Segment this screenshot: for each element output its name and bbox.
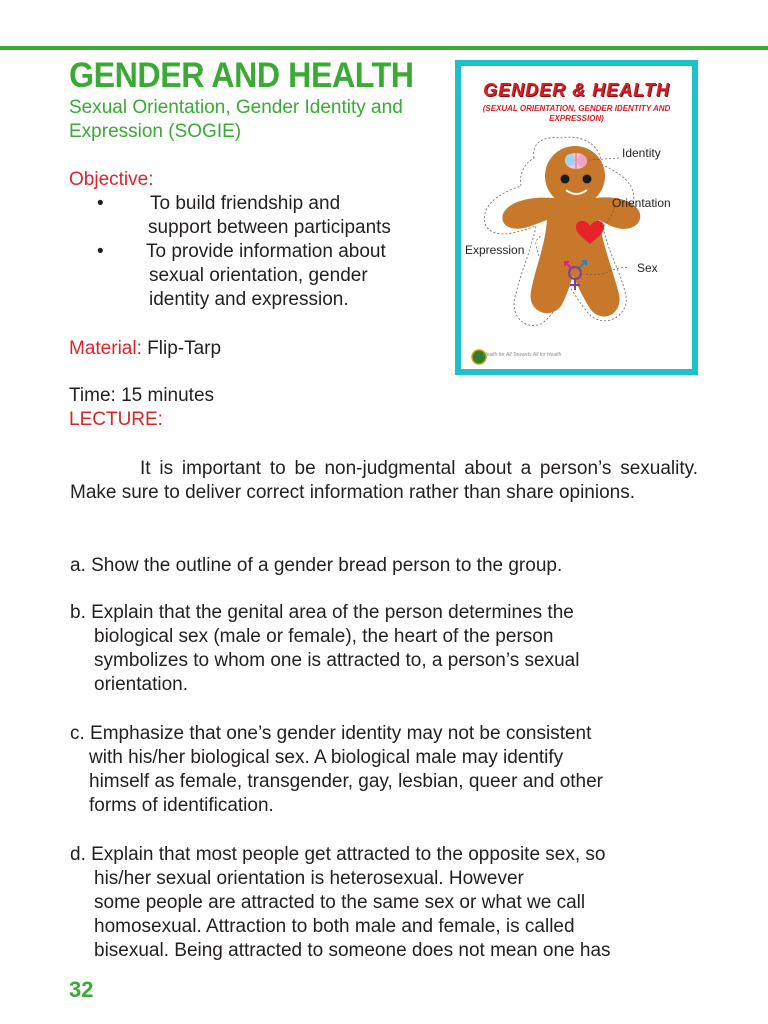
page-number: 32 xyxy=(69,977,94,1002)
objective-item-1-line2: support between participants xyxy=(148,217,391,238)
item-c xyxy=(70,722,710,818)
material-label: Material: xyxy=(69,338,142,359)
objective-item-2-line3: identity and expression. xyxy=(149,289,349,310)
item-c-line3: himself as female, transgender, gay, lesbian, queer and other xyxy=(89,771,604,792)
item-b-line1: b. Explain that the genital area of the person determines the xyxy=(70,602,574,623)
poster-label-identity: Identity xyxy=(622,146,661,160)
poster-footer: Health for All Towards All for Health xyxy=(483,352,562,358)
intro-paragraph: It is important to be non-judgmental about a person’s sexuality. Make sure to deliver correct information rather than share opinions. xyxy=(70,458,698,503)
objective-label: Objective: xyxy=(69,169,154,190)
item-d-line2: his/her sexual orientation is heterosexual. However xyxy=(94,868,524,889)
item-d-line5: bisexual. Being attracted to someone does not mean one has xyxy=(94,940,611,961)
gingerbread-body xyxy=(502,146,640,317)
item-b-line4: orientation. xyxy=(94,674,189,695)
item-c-line2: with his/her biological sex. A biological male may identify xyxy=(89,747,564,768)
item-b-line3: symbolizes to whom one is attracted to, a person’s sexual xyxy=(94,650,580,671)
top-rule xyxy=(0,46,768,50)
item-d xyxy=(70,843,710,963)
expression-leader xyxy=(536,236,541,256)
right-eye xyxy=(583,175,592,184)
item-b-line2: biological sex (male or female), the heart of the person xyxy=(94,626,554,647)
bullet-dot: • xyxy=(97,193,104,214)
item-c-line4: forms of identification. xyxy=(89,795,274,816)
objective-item-2-line1: To provide information about xyxy=(146,241,386,262)
objective-item-1-line1: To build friendship and xyxy=(150,193,341,214)
objective-item-2-line2: sexual orientation, gender xyxy=(149,265,368,286)
time-line: Time: 15 minutes xyxy=(69,385,215,406)
page-title: GENDER AND HEALTH xyxy=(69,56,414,95)
poster-label-sex: Sex xyxy=(637,261,658,275)
lecture-label: LECTURE: xyxy=(69,409,163,430)
left-eye xyxy=(561,175,570,184)
item-a xyxy=(70,554,710,578)
poster-title: GENDER & HEALTH xyxy=(483,80,670,100)
brain-icon xyxy=(565,153,587,169)
bullet-dot: • xyxy=(97,241,104,262)
item-d-line1: d. Explain that most people get attracted to the opposite sex, so xyxy=(70,844,606,865)
item-d-line4: homosexual. Attraction to both male and female, is called xyxy=(94,916,575,937)
item-b xyxy=(70,601,710,697)
material-value: Flip-Tarp xyxy=(147,338,222,359)
poster-label-orientation: Orientation xyxy=(612,196,671,210)
item-c-line1: c. Emphasize that one’s gender identity may not be consistent xyxy=(70,723,592,744)
material-line xyxy=(69,337,221,361)
item-a-line1: a. Show the outline of a gender bread person to the group. xyxy=(70,555,563,576)
page-subtitle: Sexual Orientation, Gender Identity and Expression (SOGIE) xyxy=(69,97,403,142)
poster-subtitle: (SEXUAL ORIENTATION, GENDER IDENTITY AND EXPRESSION) xyxy=(482,104,671,123)
gender-health-poster xyxy=(455,60,698,375)
poster-label-expression: Expression xyxy=(465,243,525,257)
item-d-line3: some people are attracted to the same sex or what we call xyxy=(94,892,586,913)
gingerbread-person-illustration xyxy=(461,66,692,369)
